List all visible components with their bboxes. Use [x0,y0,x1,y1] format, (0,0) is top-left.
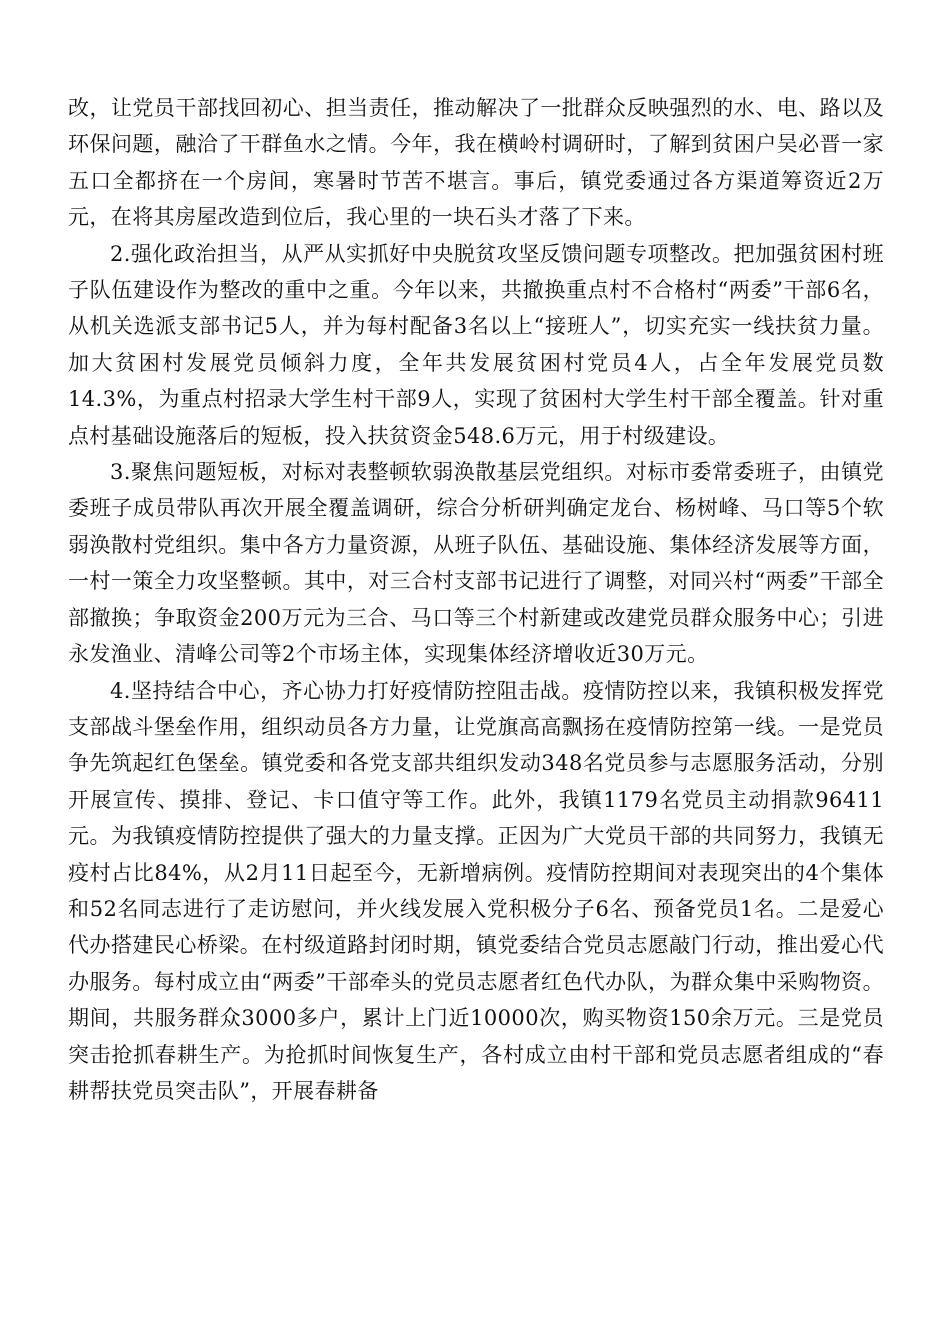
paragraph-continuation: 改，让党员干部找回初心、担当责任，推动解决了一批群众反映强烈的水、电、路以及环保问题，融洽了干群鱼水之情。今年，我在横岭村调研时，了解到贫困户吴必晋一家五口全都挤在一个房间，寒暑时节苦不堪言。事后，镇党委通过各方渠道筹资近2万元，在将其房屋改造到位后，我心里的一块石头才落了下来。 [68,96,884,230]
paragraph-item-2: 2.强化政治担当，从严从实抓好中央脱贫攻坚反馈问题专项整改。把加强贫困村班子队伍建设作为整改的重中之重。今年以来，共撤换重点村不合格村“两委”干部6名，从机关选派支部书记5人，并为每村配备3名以上“接班人”，切实充实一线扶贫力量。加大贫困村发展党员倾斜力度，全年共发展贫困村党员4人，占全年发展党员数14.3%，为重点村招录大学生村干部9人，实现了贫困村大学生村干部全覆盖。针对重点村基础设施落后的短板，投入扶贫资金548.6万元，用于村级建设。 [68,241,884,448]
document-body [68,90,884,1109]
paragraph-item-3: 3.聚焦问题短板，对标对表整顿软弱涣散基层党组织。对标市委常委班子，由镇党委班子成员带队再次开展全覆盖调研，综合分析研判确定龙台、杨树峰、马口等5个软弱涣散村党组织。集中各方力量资源，从班子队伍、基础设施、集体经济发展等方面，一村一策全力攻坚整顿。其中，对三合村支部书记进行了调整，对同兴村“两委”干部全部撤换；争取资金200万元为三合、马口等三个村新建或改建党员群众服务中心；引进永发渔业、清峰公司等2个市场主体，实现集体经济增收近30万元。 [68,460,884,667]
paragraph-item-4: 4.坚持结合中心，齐心协力打好疫情防控阻击战。疫情防控以来，我镇积极发挥党支部战斗堡垒作用，组织动员各方力量，让党旗高高飘扬在疫情防控第一线。一是党员争先筑起红色堡垒。镇党委和各党支部共组织发动348名党员参与志愿服务活动，分别开展宣传、摸排、登记、卡口值守等工作。此外，我镇1179名党员主动捐款96411元。为我镇疫情防控提供了强大的力量支撑。正因为广大党员干部的共同努力，我镇无疫村占比84%，从2月11日起至今，无新增病例。疫情防控期间对表现突出的4个集体和52名同志进行了走访慰问，并火线发展入党积极分子6名、预备党员1名。二是爱心代办搭建民心桥梁。在村级道路封闭时期，镇党委结合党员志愿敲门行动，推出爱心代办服务。每村成立由“两委”干部牵头的党员志愿者红色代办队，为群众集中采购物资。期间，共服务群众3000多户，累计上门近10000次，购买物资150余万元。三是党员突击抢抓春耕生产。为抢抓时间恢复生产，各村成立由村干部和党员志愿者组成的“春耕帮扶党员突击队”，开展春耕备 [68,678,884,1103]
